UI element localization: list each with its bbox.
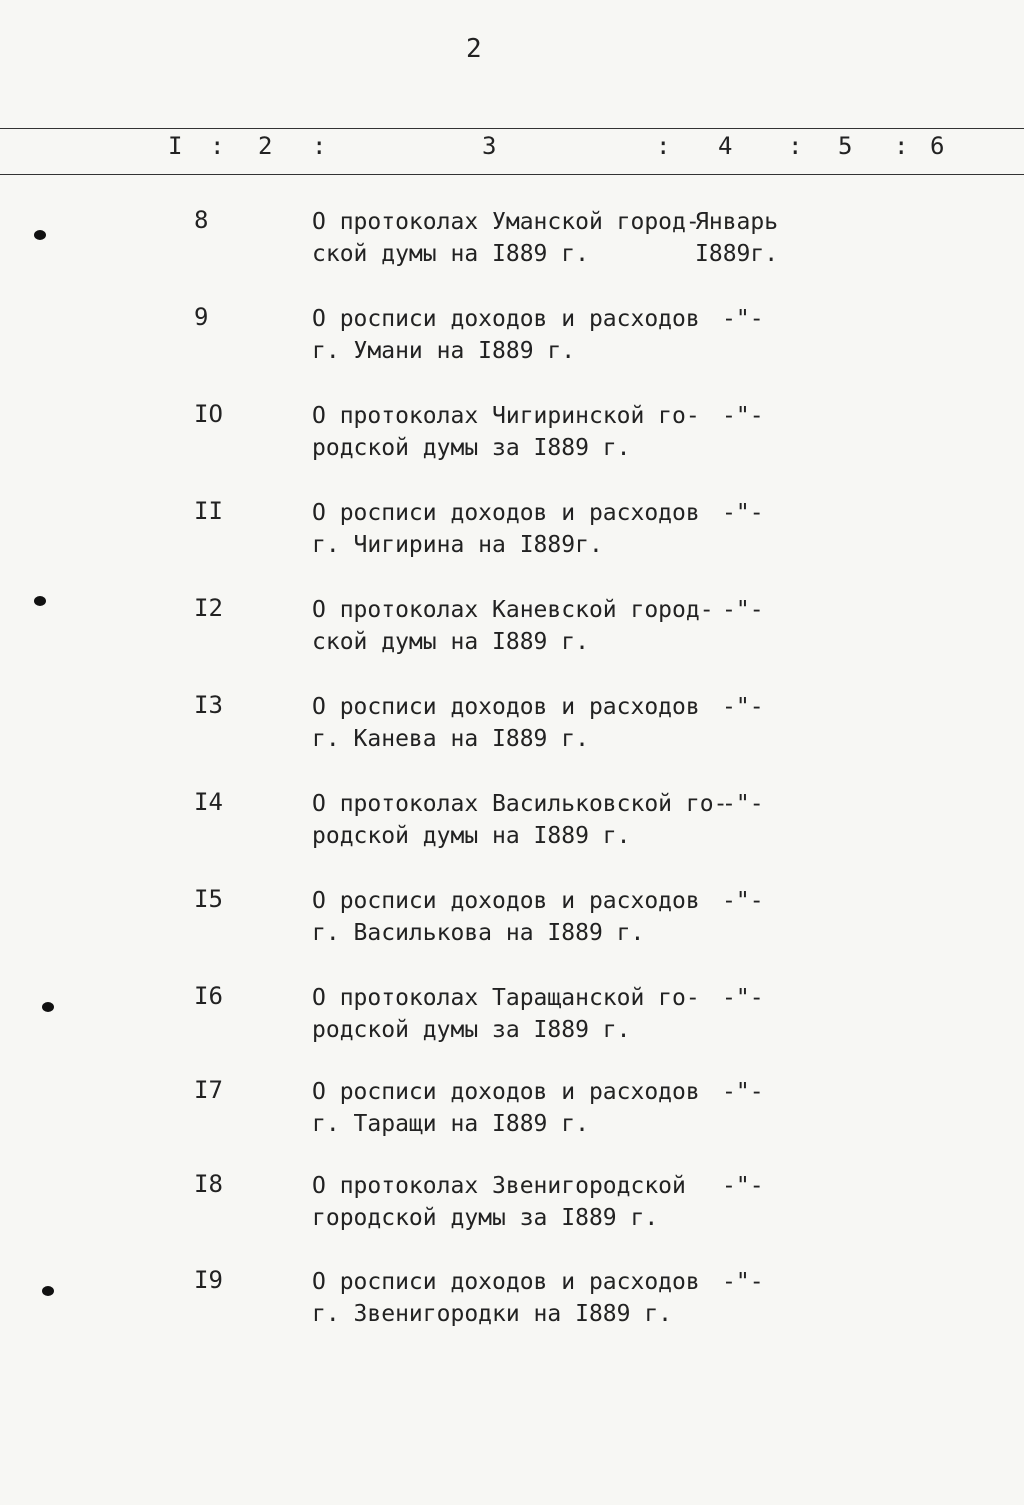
header-col-3: 3 [482, 132, 497, 160]
description-line: ской думы на I889 г. [312, 241, 589, 267]
row-number: II [194, 497, 223, 525]
description-line: г. Звенигородки на I889 г. [312, 1301, 673, 1327]
row-description [312, 497, 700, 561]
row-description [312, 1266, 700, 1330]
header-sep: : [656, 132, 671, 160]
table-row [0, 497, 1024, 577]
row-number: I7 [194, 1076, 223, 1104]
page-number: 2 [466, 34, 482, 64]
description-line: родской думы за I889 г. [312, 435, 631, 461]
header-sep: : [312, 132, 327, 160]
ditto-mark: -"- [722, 694, 764, 720]
ditto-mark: -"- [722, 888, 764, 914]
table-row [0, 1076, 1024, 1156]
header-rule-top [0, 128, 1024, 129]
description-line: г. Канева на I889 г. [312, 726, 589, 752]
row-description [312, 594, 714, 658]
row-description [312, 885, 700, 949]
ditto-mark: -"- [722, 1079, 764, 1105]
row-number: I6 [194, 982, 223, 1010]
row-number: IO [194, 400, 223, 428]
description-line: О росписи доходов и расходов [312, 500, 700, 526]
row-description [312, 1076, 700, 1140]
punch-hole-mark [42, 1286, 54, 1296]
row-description [312, 400, 700, 464]
header-sep: : [894, 132, 909, 160]
ditto-mark: -"- [722, 1269, 764, 1295]
row-number: I8 [194, 1170, 223, 1198]
punch-hole-mark [42, 1002, 54, 1012]
row-description [312, 206, 700, 270]
ditto-mark: -"- [722, 403, 764, 429]
description-line: О протоколах Таращанской го- [312, 985, 700, 1011]
description-line: городской думы за I889 г. [312, 1205, 659, 1231]
ditto-mark: -"- [722, 985, 764, 1011]
description-line: г. Чигирина на I889г. [312, 532, 603, 558]
row-number: I9 [194, 1266, 223, 1294]
header-col-5: 5 [838, 132, 853, 160]
row-description [312, 1170, 686, 1234]
ditto-mark: -"- [722, 1173, 764, 1199]
ditto-mark: -"- [722, 597, 764, 623]
punch-hole-mark [34, 596, 46, 606]
header-col-4: 4 [718, 132, 733, 160]
punch-hole-mark [34, 230, 46, 240]
row-date [695, 206, 778, 270]
description-line: О протоколах Уманской город- [312, 209, 700, 235]
header-sep: : [788, 132, 803, 160]
description-line: О росписи доходов и расходов [312, 1269, 700, 1295]
header-col-2: 2 [258, 132, 273, 160]
description-line: О протоколах Звенигородской [312, 1173, 686, 1199]
description-line: родской думы за I889 г. [312, 1017, 631, 1043]
ditto-mark: -"- [722, 791, 764, 817]
table-row [0, 1170, 1024, 1250]
table-row [0, 594, 1024, 674]
header-col-6: 6 [930, 132, 945, 160]
table-row [0, 303, 1024, 383]
table-row [0, 982, 1024, 1062]
description-line: О протоколах Чигиринской го- [312, 403, 700, 429]
description-line: О росписи доходов и расходов [312, 1079, 700, 1105]
description-line: ской думы на I889 г. [312, 629, 589, 655]
header-rule-bottom [0, 174, 1024, 175]
description-line: О росписи доходов и расходов [312, 694, 700, 720]
description-line: О протоколах Васильковской го- [312, 791, 728, 817]
row-description [312, 788, 727, 852]
row-number: I2 [194, 594, 223, 622]
description-line: О росписи доходов и расходов [312, 888, 700, 914]
row-description [312, 303, 700, 367]
table-row [0, 206, 1024, 286]
date-line: Январь [695, 209, 779, 235]
ditto-mark: -"- [722, 500, 764, 526]
ditto-mark: -"- [722, 306, 764, 332]
row-number: I3 [194, 691, 223, 719]
row-number: 9 [194, 303, 209, 331]
table-row [0, 885, 1024, 965]
table-row [0, 691, 1024, 771]
description-line: родской думы на I889 г. [312, 823, 631, 849]
table-row [0, 788, 1024, 868]
description-line: О росписи доходов и расходов [312, 306, 700, 332]
description-line: г. Василькова на I889 г. [312, 920, 645, 946]
description-line: О протоколах Каневской город- [312, 597, 714, 623]
description-line: г. Умани на I889 г. [312, 338, 576, 364]
header-sep: : [210, 132, 225, 160]
row-description [312, 691, 700, 755]
description-line: г. Таращи на I889 г. [312, 1111, 589, 1137]
row-number: I4 [194, 788, 223, 816]
table-row [0, 400, 1024, 480]
row-description [312, 982, 700, 1046]
header-col-1: I [168, 132, 183, 160]
date-line: I889г. [695, 241, 779, 267]
row-number: I5 [194, 885, 223, 913]
row-number: 8 [194, 206, 209, 234]
table-row [0, 1266, 1024, 1346]
